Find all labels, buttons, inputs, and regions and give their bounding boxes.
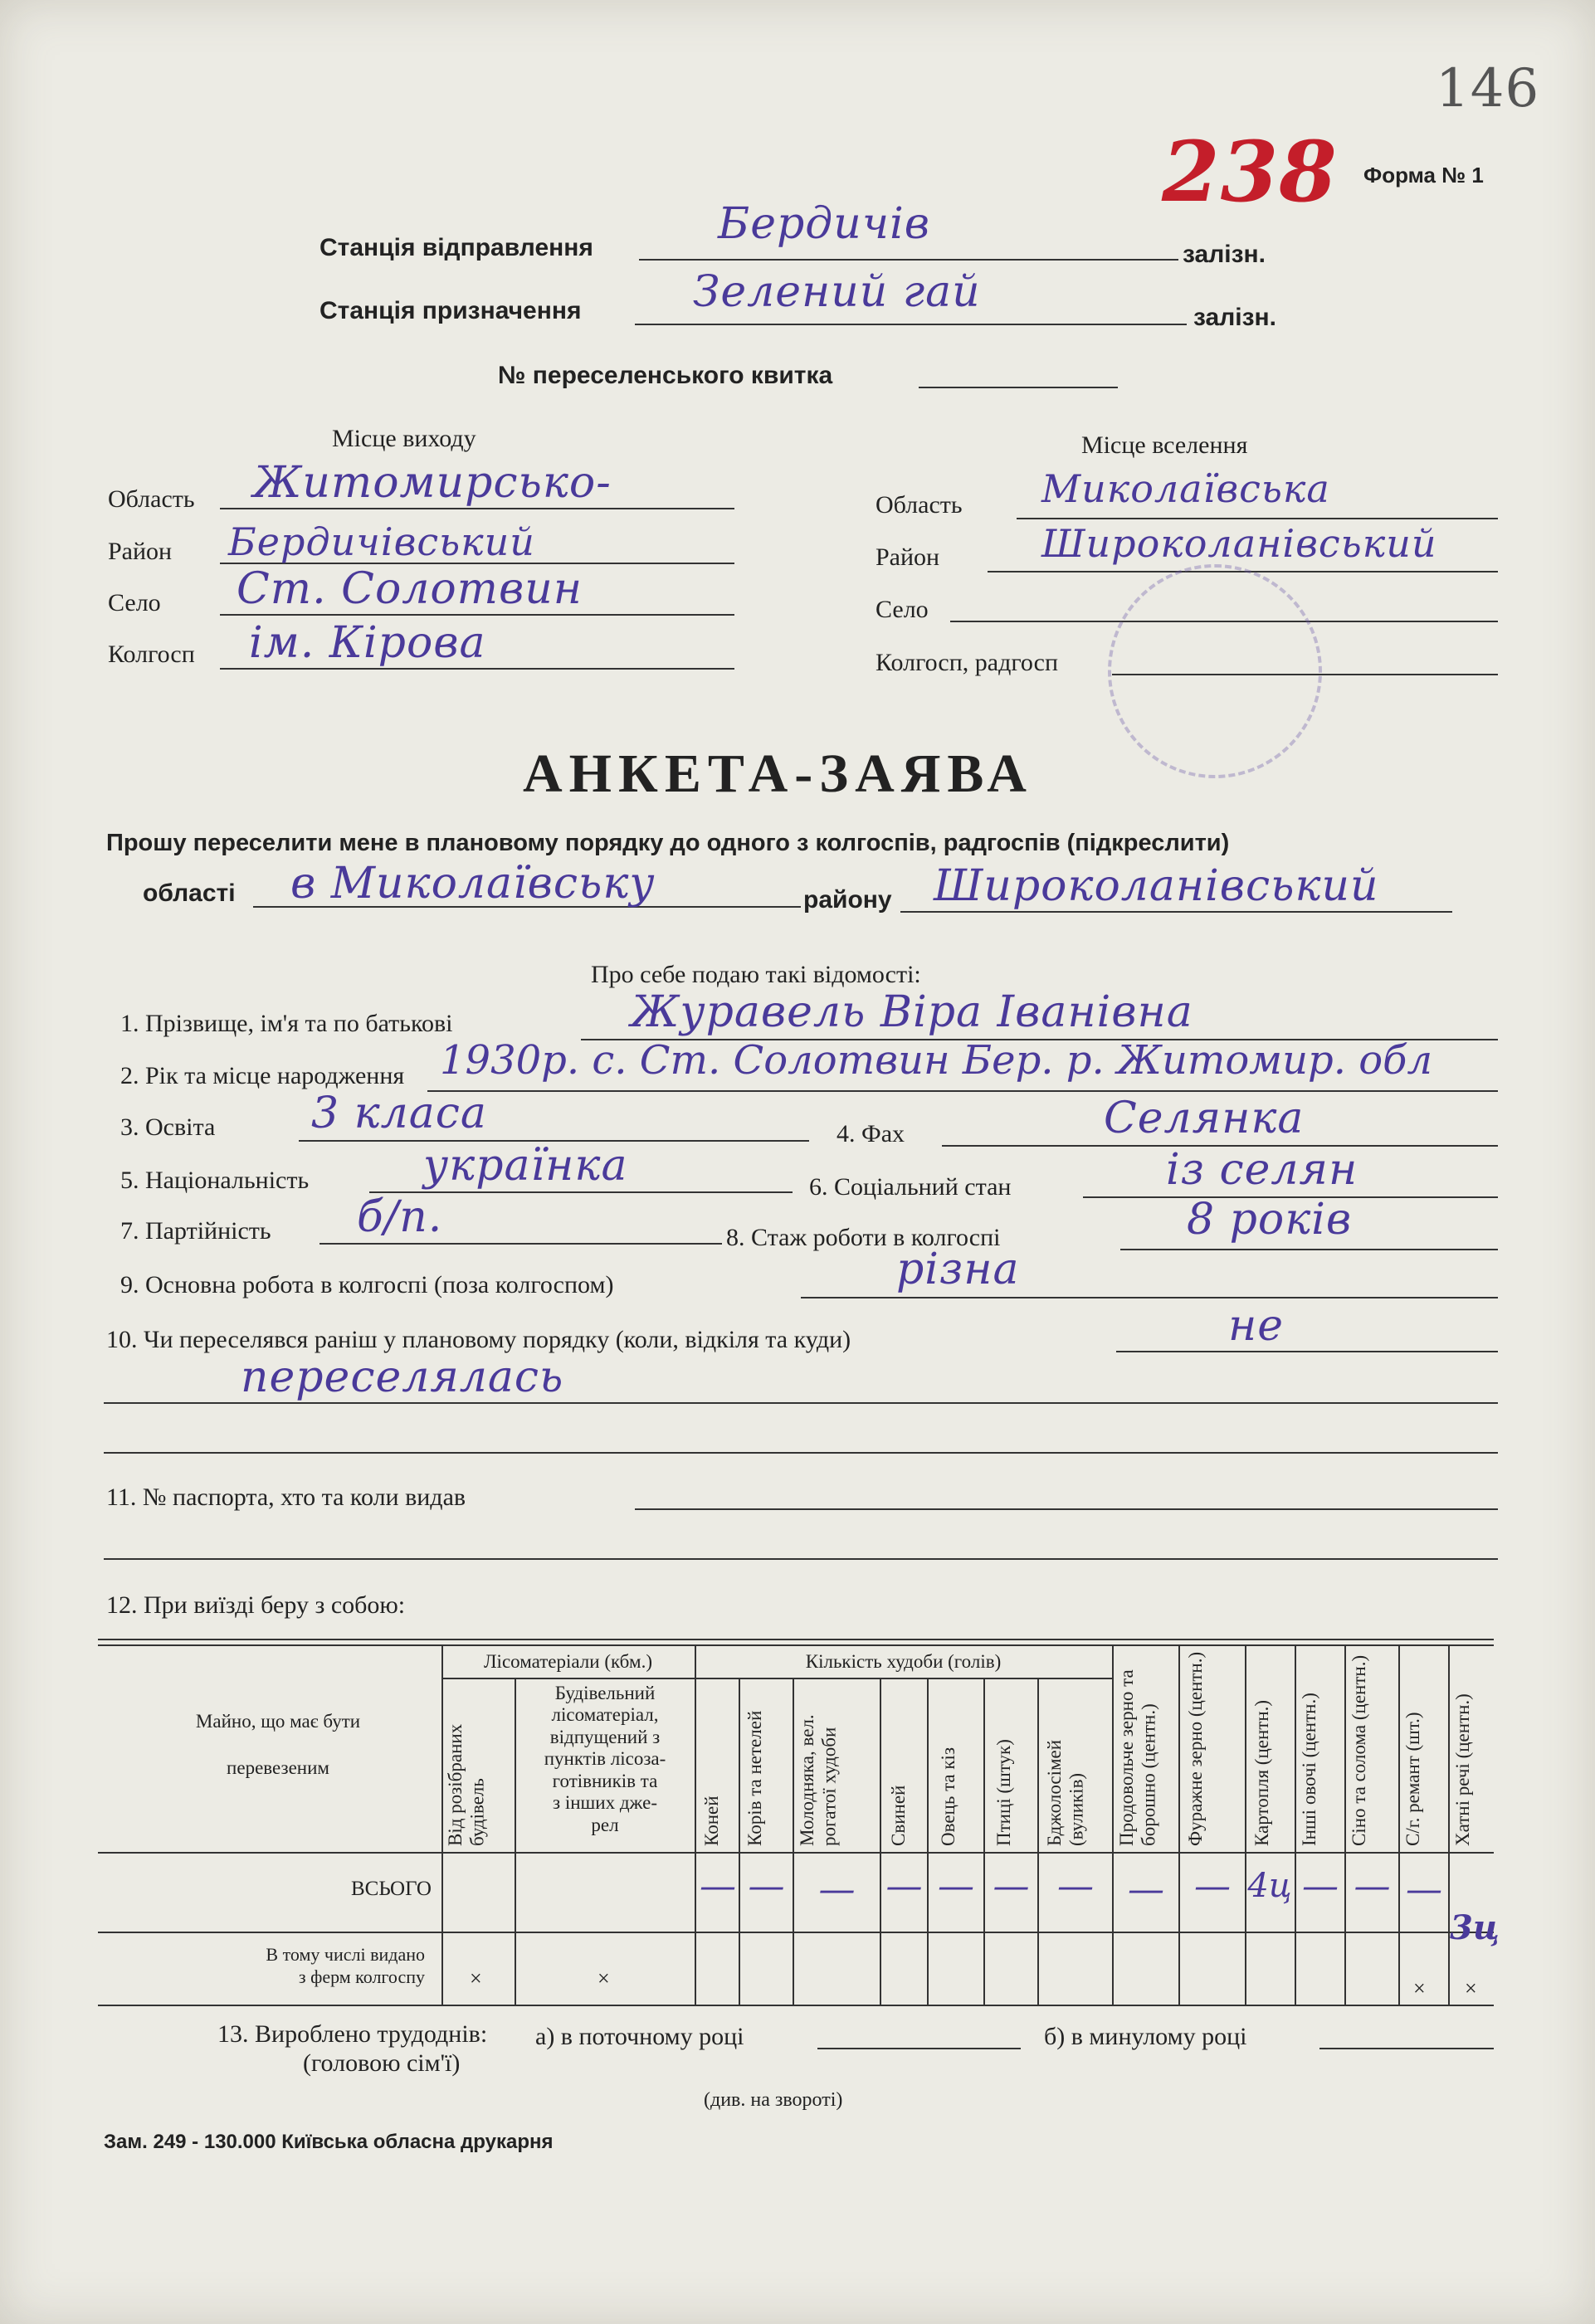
field-6-value: із селян bbox=[1166, 1145, 1358, 1195]
col-bees: Бджолосімей (вуликів) bbox=[1044, 1739, 1087, 1846]
field-2-label: 2. Рік та місце народження bbox=[120, 1062, 405, 1089]
dest-raion-label: Район bbox=[876, 543, 940, 571]
archive-number: 146 bbox=[1436, 58, 1540, 119]
destination-label: Станція призначення bbox=[319, 297, 582, 324]
destination-value: Зелений гай bbox=[693, 267, 981, 317]
total-feed-grain: — bbox=[1194, 1865, 1231, 1907]
departure-value: Бердичів bbox=[718, 199, 930, 249]
farm-cross-2: × bbox=[598, 1966, 610, 1990]
dest-raion-value: Широколанівський bbox=[1041, 521, 1437, 566]
col-poultry: Птиці (штук) bbox=[993, 1739, 1014, 1846]
field-8-label: 8. Стаж роботи в колгоспі bbox=[726, 1224, 1001, 1251]
group-lumber: Лісоматеріали (кбм.) bbox=[483, 1651, 653, 1672]
origin-selo-value: Ст. Солотвин bbox=[237, 564, 583, 614]
row-farm-label-2: з ферм колгоспу bbox=[298, 1966, 425, 1987]
form-title: АНКЕТА-ЗАЯВА bbox=[523, 743, 1033, 804]
total-hay: — bbox=[1354, 1865, 1391, 1907]
archive-number-red: 238 bbox=[1162, 123, 1338, 221]
total-young-cattle: — bbox=[818, 1868, 856, 1911]
stamp-mark bbox=[1108, 564, 1322, 778]
col-property-2: перевезеним bbox=[227, 1757, 329, 1778]
origin-raion-label: Район bbox=[108, 538, 173, 565]
field-2-value: 1930р. с. Ст. Солотвин Бер. р. Житомир. обл bbox=[440, 1037, 1433, 1084]
field-10-value-2: переселялась bbox=[241, 1352, 564, 1402]
col-sheep: Овець та кіз bbox=[938, 1747, 958, 1846]
col-pigs: Свиней bbox=[888, 1785, 909, 1846]
field-10-label: 10. Чи переселявся раніш у плановому порядку (коли, відкіля та куди) bbox=[106, 1326, 851, 1353]
total-poultry: — bbox=[993, 1865, 1030, 1907]
dest-oblast-label: Область bbox=[876, 491, 963, 519]
col-tools: С/г. ремант (шт.) bbox=[1402, 1712, 1423, 1846]
farm-cross-4: × bbox=[1465, 1976, 1477, 2000]
origin-oblast-value: Житомирсько- bbox=[253, 458, 612, 508]
origin-heading: Місце виходу bbox=[332, 425, 476, 452]
field-3-label: 3. Освіта bbox=[120, 1113, 216, 1141]
field-9-value: різна bbox=[896, 1245, 1020, 1294]
col-feed-grain: Фуражне зерно (центн.) bbox=[1185, 1651, 1206, 1846]
field-5-label: 5. Національність bbox=[120, 1167, 310, 1194]
col-potatoes: Картопля (центн.) bbox=[1251, 1699, 1272, 1846]
total-cows: — bbox=[748, 1865, 785, 1907]
field-13-label: 13. Вироблено трудоднів: bbox=[217, 2020, 488, 2048]
total-sheep: — bbox=[938, 1865, 974, 1907]
row-farm-label-1: В тому числі видано bbox=[266, 1944, 425, 1965]
see-back: (див. на звороті) bbox=[704, 2089, 843, 2111]
field-13-sub: (головою сім'ї) bbox=[303, 2049, 461, 2077]
request-oblast-value: в Миколаївську bbox=[290, 859, 656, 909]
col-cows: Корів та нетелей bbox=[744, 1710, 765, 1846]
dest-selo-label: Село bbox=[876, 596, 929, 623]
field-1-label: 1. Прізвище, ім'я та по батькові bbox=[120, 1010, 453, 1037]
field-13-a: а) в поточному році bbox=[535, 2023, 744, 2050]
total-horses: — bbox=[700, 1865, 736, 1907]
col-vegetables: Інші овочі (центн.) bbox=[1299, 1693, 1319, 1846]
col-property-1: Майно, що має бути bbox=[195, 1711, 361, 1732]
col-lumber-build: Будівельний лісоматеріал, відпущений з пунктів лісоза- готівників та з інших дже- рел bbox=[544, 1683, 666, 1835]
row-total-label: ВСЬОГО bbox=[350, 1878, 432, 1900]
field-7-value: б/п. bbox=[357, 1192, 443, 1242]
col-food-grain: Продовольче зерно та борошно (центн.) bbox=[1116, 1669, 1159, 1846]
ticket-label: № переселенського квитка bbox=[498, 362, 833, 389]
field-13-b: б) в минулому році bbox=[1044, 2023, 1247, 2050]
col-lumber-own: Від розібраних будівель bbox=[445, 1723, 488, 1846]
field-7-label: 7. Партійність bbox=[120, 1217, 271, 1245]
origin-kolhosp-label: Колгосп bbox=[108, 641, 195, 668]
departure-label: Станція відправлення bbox=[319, 234, 593, 261]
printer-info: Зам. 249 - 130.000 Київська обласна друкарня bbox=[104, 2131, 554, 2153]
col-hay: Сіно та солома (центн.) bbox=[1349, 1654, 1369, 1846]
field-4-value: Селянка bbox=[1104, 1094, 1305, 1143]
col-household: Хатні речі (центн.) bbox=[1452, 1693, 1473, 1846]
departure-suffix: залізн. bbox=[1183, 241, 1266, 268]
dest-heading: Місце вселення bbox=[1081, 431, 1248, 459]
dest-kolhosp-label: Колгосп, радгосп bbox=[876, 649, 1059, 676]
field-11-label: 11. № паспорта, хто та коли видав bbox=[106, 1484, 466, 1511]
col-horses: Коней bbox=[701, 1795, 722, 1846]
origin-kolhosp-value: ім. Кірова bbox=[249, 618, 486, 668]
form-number: Форма № 1 bbox=[1363, 163, 1484, 188]
farm-cross-3: × bbox=[1413, 1976, 1426, 2000]
total-bees: — bbox=[1057, 1865, 1094, 1907]
field-12-label: 12. При виїзді беру з собою: bbox=[106, 1591, 406, 1619]
request-text: Прошу переселити мене в плановому порядку до одного з колгоспів, радгоспів (підкреслити) bbox=[106, 830, 1230, 856]
destination-suffix: залізн. bbox=[1193, 304, 1276, 331]
request-raion-label: району bbox=[803, 886, 892, 914]
field-3-value: 3 класа bbox=[311, 1089, 487, 1138]
origin-raion-value: Бердичівський bbox=[228, 519, 535, 564]
total-food-grain: — bbox=[1128, 1868, 1164, 1911]
total-potatoes: 4ц bbox=[1247, 1867, 1292, 1905]
request-oblast-label: області bbox=[143, 879, 236, 907]
farm-cross-1: × bbox=[470, 1966, 482, 1990]
total-vegetables: — bbox=[1302, 1865, 1339, 1907]
field-4-label: 4. Фах bbox=[837, 1120, 905, 1147]
field-5-value: українка bbox=[423, 1141, 628, 1191]
info-heading: Про себе подаю такі відомості: bbox=[591, 961, 921, 988]
dest-oblast-value: Миколаївська bbox=[1041, 466, 1330, 511]
total-tools: — bbox=[1406, 1868, 1442, 1911]
total-pigs: — bbox=[885, 1865, 923, 1907]
request-raion-value: Широколанівський bbox=[934, 861, 1379, 911]
field-6-label: 6. Соціальний стан bbox=[809, 1173, 1012, 1201]
total-household: 3ц bbox=[1450, 1908, 1500, 1947]
field-8-value: 8 років bbox=[1187, 1195, 1353, 1245]
col-young-cattle: Молодняка, вел. рогатої худоби bbox=[797, 1714, 840, 1846]
field-10-value-1: не bbox=[1228, 1301, 1285, 1351]
group-cattle: Кількість худоби (голів) bbox=[805, 1651, 1002, 1672]
field-9-label: 9. Основна робота в колгоспі (поза колгоспом) bbox=[120, 1271, 614, 1298]
origin-oblast-label: Область bbox=[108, 485, 195, 513]
origin-selo-label: Село bbox=[108, 589, 161, 616]
field-1-value: Журавель Віра Іванівна bbox=[631, 987, 1193, 1037]
